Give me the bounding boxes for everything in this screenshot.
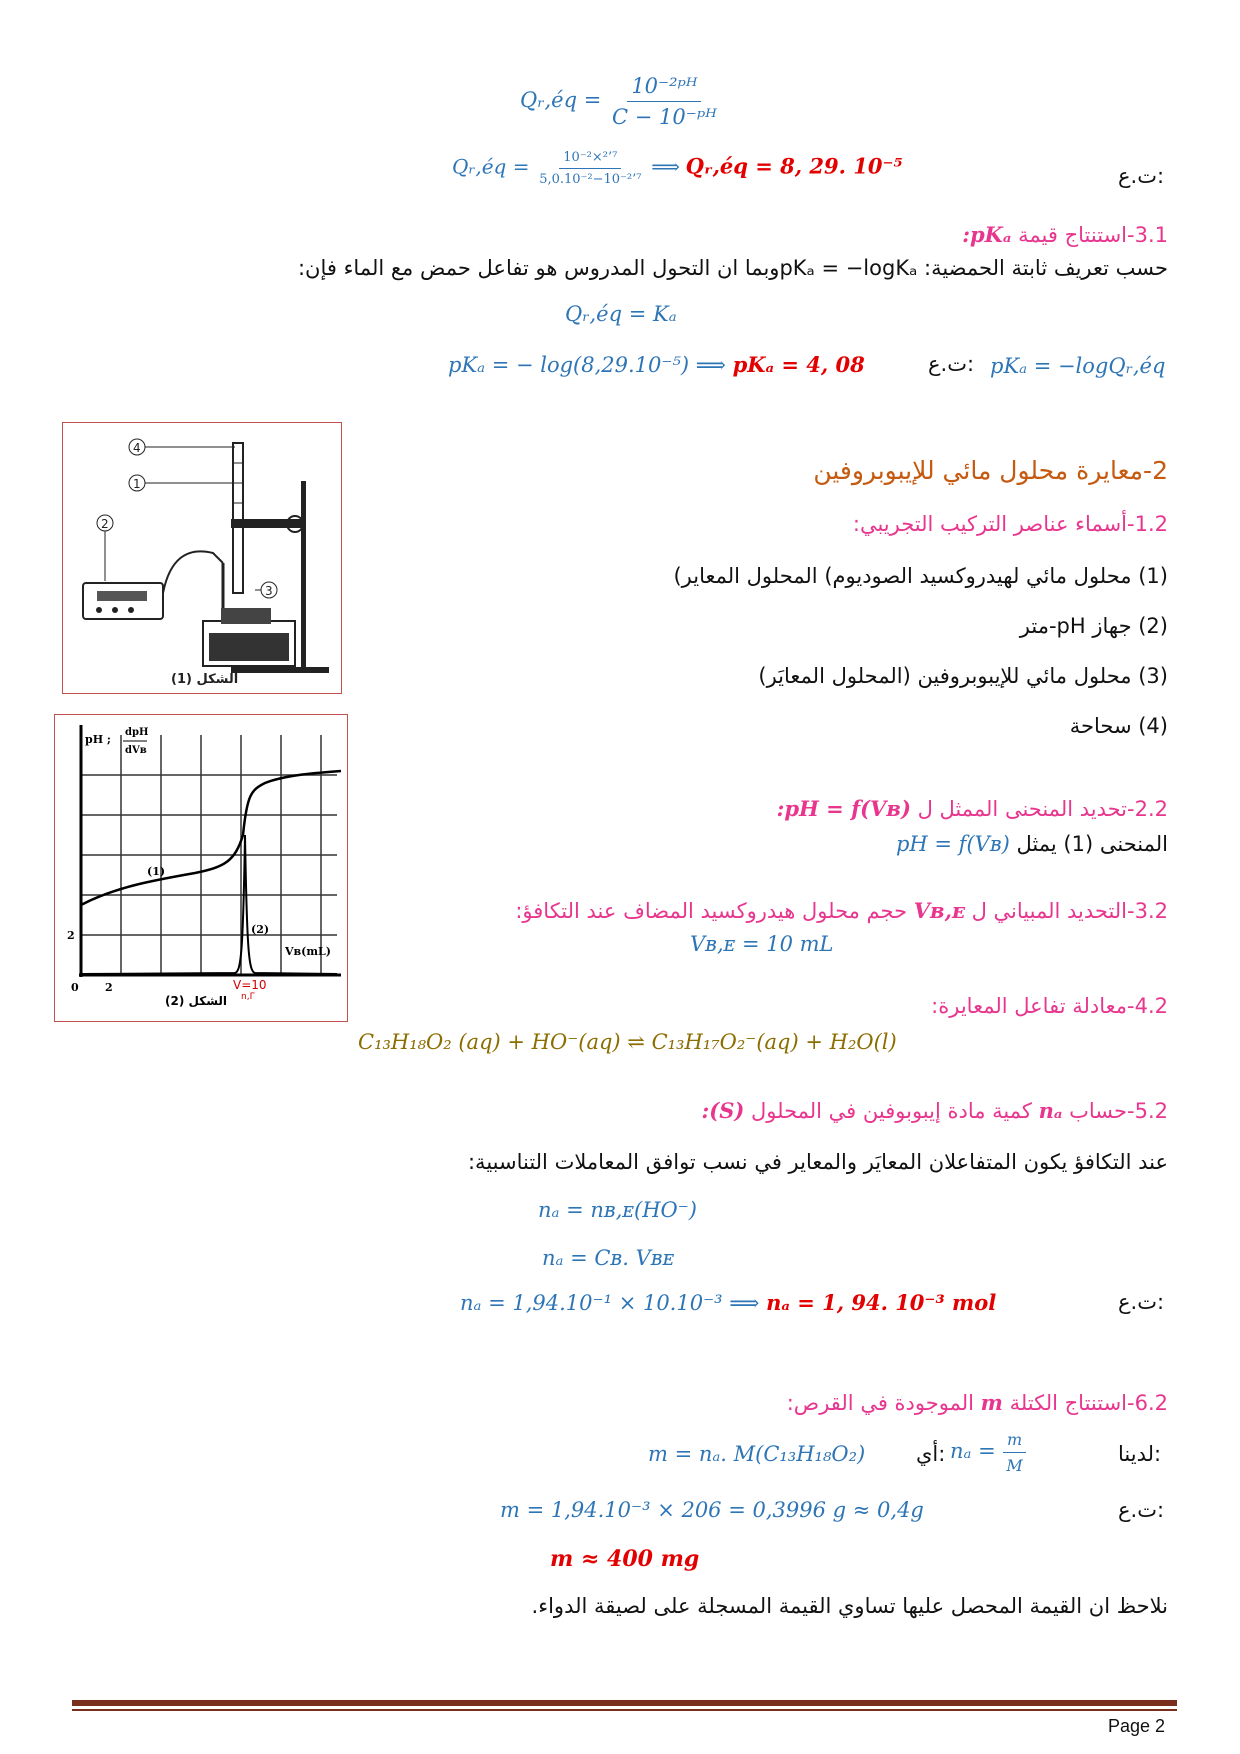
s21-item-3: (3) محلول مائي للإيبوبروفين (المحلول المعايَر): [758, 664, 1168, 688]
figure2-curve2-label: (2): [251, 923, 270, 936]
s31-eq2-right: pKₐ = −logQᵣ,éq: [990, 354, 1166, 378]
figure1-label-3: 3: [265, 584, 273, 598]
s62-label1: لدينا:: [1118, 1442, 1162, 1466]
q-eq-numeric: Qᵣ,éq = $\frac{\text{10⁻²×²’⁷}}{\text{5,0.10⁻²−10⁻²’⁷}}$ ⟹ Qᵣ,éq = 8, 29. 10⁻⁵: [452, 150, 903, 187]
s31-eq2: pKₐ = − log(8,29.10⁻⁵) ⟹ pKₐ = 4, 08: [448, 352, 865, 377]
q-eq-den: C − 10⁻ᵖᴴ: [612, 105, 717, 129]
figure-2: [54, 714, 348, 1022]
s52-label: ت.ع:: [1118, 1290, 1165, 1314]
footer-rule: [72, 1700, 1177, 1706]
figure2-tick-x0: 0: [71, 981, 79, 994]
figure2-tick-y: 2: [67, 929, 75, 942]
figure-1: [62, 422, 342, 694]
s42-equation: C₁₃H₁₈O₂ (aq) + HO⁻(aq) ⇌ C₁₃H₁₇O₂⁻(aq) + H₂O(l): [358, 1030, 897, 1054]
s31-eq1: Qᵣ,éq = Kₐ: [565, 302, 677, 326]
s22-title: 2.2-تحديد المنحنى الممثل ل pH = f(Vʙ):: [776, 796, 1168, 821]
s2-title: 2-معايرة محلول مائي للإيبوبروفين: [813, 456, 1168, 485]
figure2-ylabel3: dVʙ: [125, 745, 147, 756]
s62-eq2: m = 1,94.10⁻³ × 206 = 0,3996 g ≈ 0,4g: [500, 1498, 924, 1522]
s62-frac: nₐ = $\frac{m}{M}$: [950, 1430, 1027, 1475]
s42-title: 4.2-معادلة تفاعل المعايرة:: [931, 994, 1168, 1018]
figure1-label-1: 1: [133, 477, 141, 491]
s52-eq1: nₐ = nʙ,ᴇ(HO⁻): [538, 1198, 697, 1222]
s21-item-1: (1) محلول مائي لهيدروكسيد الصوديوم) المحلول المعاير): [673, 564, 1168, 588]
s52-eq3: nₐ = 1,94.10⁻¹ × 10.10⁻³ ⟹ nₐ = 1, 94. 10⁻³ mol: [460, 1290, 997, 1315]
s62-label2: ت.ع:: [1118, 1498, 1165, 1522]
figure2-tick-x2: 2: [105, 981, 113, 994]
s32-eq: Vʙ,ᴇ = 10 mL: [690, 932, 834, 956]
titration-setup-diagram: [63, 423, 341, 693]
s32-title: 3.2-التحديد المبياني ل Vʙ,ᴇ حجم محلول هيدروكسيد المضاف عند التكافؤ:: [515, 898, 1168, 923]
q-eq-numeric-label: ت.ع:: [1118, 164, 1165, 188]
s31-line1: حسب تعريف ثابتة الحمضية: pKₐ = −logKₐوبما ان التحول المدروس هو تفاعل حمض مع الماء فإن:: [297, 256, 1168, 280]
figure2-curve1-label: (1): [147, 865, 166, 878]
figure2-ylabel2: dpH: [125, 727, 149, 738]
footer-rule-thin: [72, 1709, 1177, 1711]
figure2-ylabel: pH ;: [85, 733, 111, 746]
s52-title: 5.2-حساب nₐ كمية مادة إيبوبوفين في المحلول (S):: [701, 1098, 1168, 1123]
figure1-label-2: 2: [101, 517, 109, 531]
s62-eq3: m ≈ 400 mg: [550, 1546, 700, 1572]
s31-eq2-label: ت.ع:: [928, 352, 975, 376]
figure2-xlabel: Vʙ(mL): [285, 945, 331, 958]
figure2-caption: الشكل (2): [165, 994, 228, 1008]
s31-title: 3.1-استنتاج قيمة pKₐ:: [962, 222, 1168, 247]
figure1-caption: الشكل (1): [171, 672, 239, 687]
q-eq-num: 10⁻²ᵖᴴ: [627, 74, 701, 102]
s22-line: المنحنى (1) يمثل pH = f(Vʙ): [895, 832, 1168, 856]
s21-item-4: (4) سحاحة: [1069, 714, 1168, 738]
figure2-veq: V=10: [233, 978, 267, 992]
s21-title: 1.2-أسماء عناصر التركيب التجريبي:: [852, 512, 1168, 536]
page-number: Page 2: [1108, 1716, 1166, 1736]
s62-conclusion: نلاحظ ان القيمة المحصل عليها تساوي القيمة المسجلة على لصيقة الدواء.: [531, 1594, 1168, 1618]
figure1-label-4: 4: [133, 441, 141, 455]
s62-mid: أي:: [916, 1442, 946, 1466]
titration-curve-chart: [55, 715, 347, 1021]
s52-line: عند التكافؤ يكون المتفاعلان المعايَر والمعاير في نسب توافق المعاملات التناسبية:: [467, 1150, 1168, 1174]
s62-title: 6.2-استنتاج الكتلة m الموجودة في القرص:: [786, 1390, 1168, 1415]
q-eq-result: Qᵣ,éq = 8, 29. 10⁻⁵: [685, 153, 903, 179]
s62-eq1: m = nₐ. M(C₁₃H₁₈O₂): [648, 1442, 866, 1466]
q-eq-formula: Qᵣ,éq = $\frac{\text{10⁻²ᵖᴴ}}{\text{C − 10⁻ᵖᴴ}}$: [520, 74, 721, 129]
s52-eq2: nₐ = Cʙ. Vʙᴇ: [542, 1246, 675, 1270]
figure2-veq-sub: n,Γ: [241, 992, 255, 1002]
s21-item-2: (2) جهاز pH-متر: [1019, 614, 1168, 638]
